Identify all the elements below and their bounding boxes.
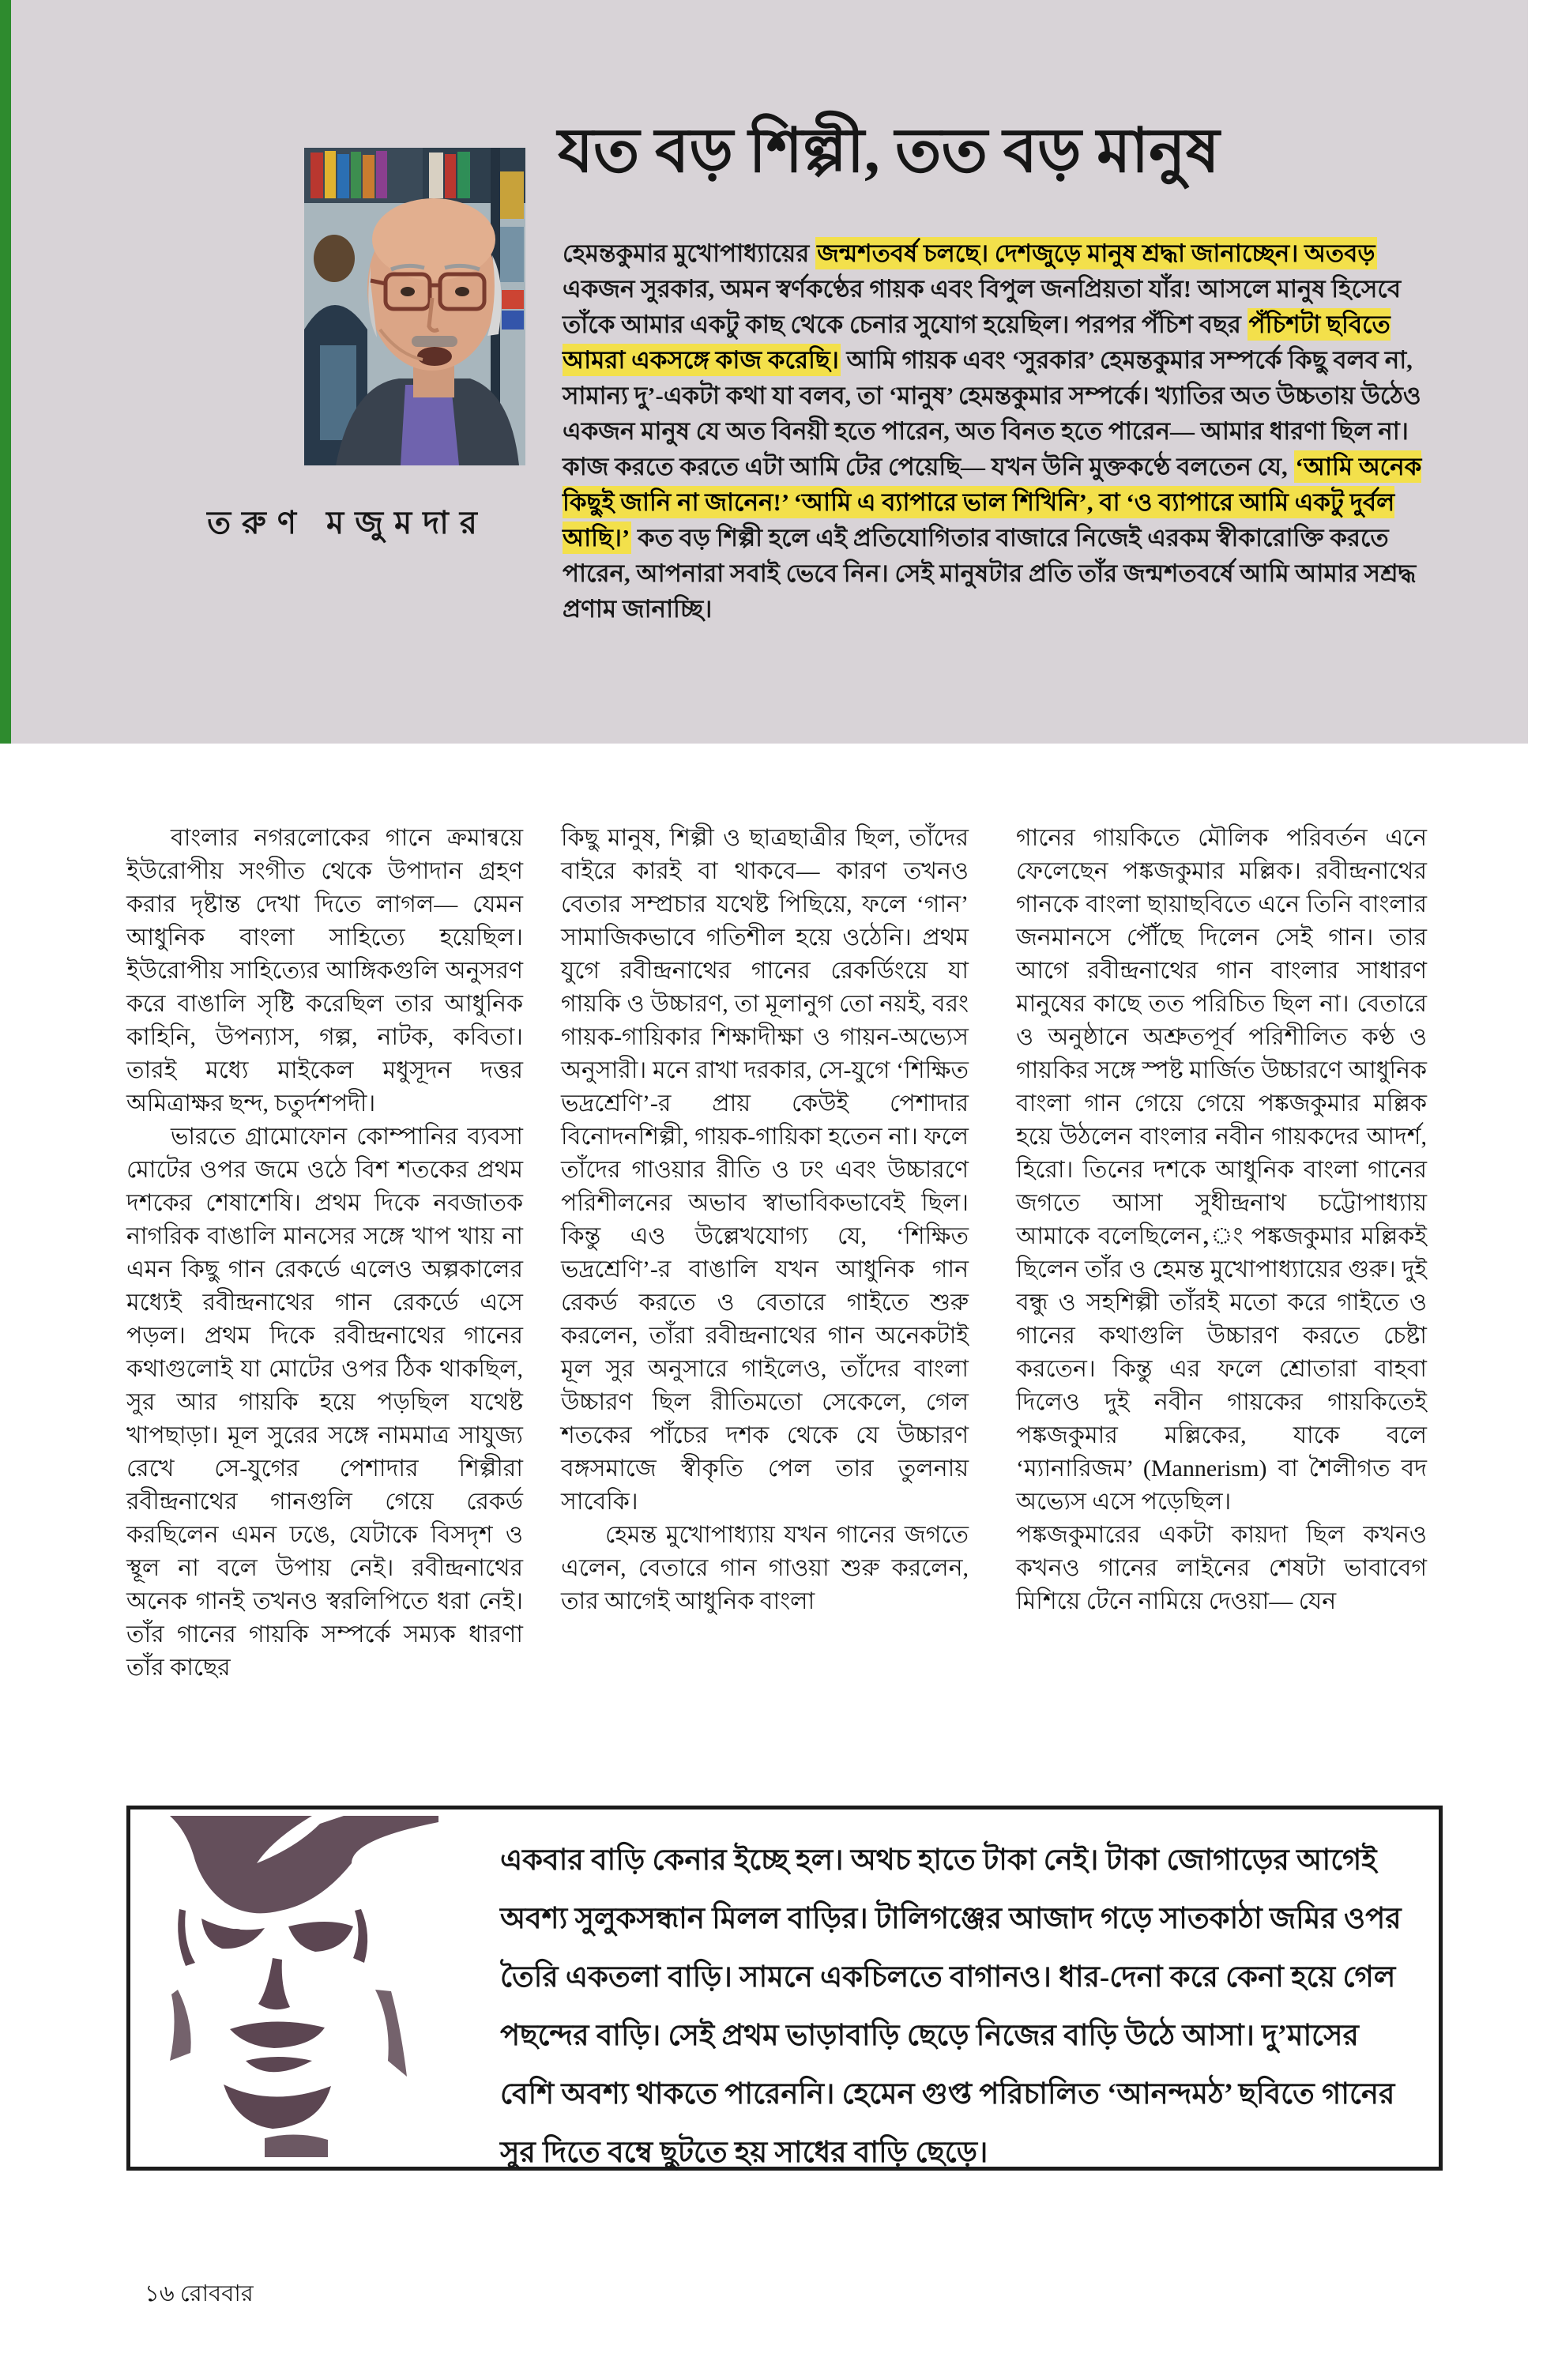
subject-eye-left — [401, 287, 415, 296]
intro-text: একজন সুরকার, অমন স্বর্ণকণ্ঠের গায়ক এবং বিপুল জনপ্রিয়তা যাঁর! আসলে মানুষ হিসেবে তাঁকে আমার একটু কাছ থেকে চেনার সুযোগ হয়েছিল। পরপর পঁচিশ বছর — [563, 275, 1402, 338]
subject-eye-right — [455, 287, 469, 296]
body-paragraph: গানের গায়কিতে মৌলিক পরিবর্তন এনে ফেলেছেন পঙ্কজকুমার মল্লিক। রবীন্দ্রনাথের গানকে বাংলা ছায়াছবিতে এনে তিনি বাংলার জনমানসে পৌঁছে দিলেন সেই গান। তার আগে রবীন্দ্রনাথের গান বাংলার সাধারণ মানুষের কাছে তত পরিচিত ছিল না। বেতারে ও অনুষ্ঠানে অশ্রুতপূর্ব পরিশীলিত কণ্ঠ ও গায়কির সঙ্গে স্পষ্ট মার্জিত উচ্চারণে আধুনিক বাংলা গান গেয়ে গেয়ে পঙ্কজকুমার মল্লিক হয়ে উঠলেন বাংলার নবীন গায়কদের আদর্শ, হিরো। তিনের দশকে আধুনিক বাংলা গানের জগতে আসা সুধীন্দ্রনাথ চট্টোপাধ্যায় আমাকে বলেছিলেন,ং পঙ্কজকুমার মল্লিকই ছিলেন তাঁর ও হেমন্ত মুখোপাধ্যায়ের গুরু। দুই বন্ধু ও সহশিল্পী তাঁরই মতো করে গাইতে ও গানের কথাগুলি উচ্চারণ করতে চেষ্টা করতেন। কিন্তু এর ফলে শ্রোতারা বাহবা দিলেও দুই নবীন গায়কের গায়কিতেই পঙ্কজকুমার মল্লিকের, যাকে বলে ‘ম্যানারিজম’ (Mannerism) বা শৈলীগত বদ অভ্যেস এসে পড়েছিল। — [1016, 825, 1427, 1515]
shelf-item — [502, 290, 524, 309]
body-paragraph: হেমন্ত মুখোপাধ্যায় যখন গানের জগতে এলেন, বেতারে গান গাওয়া শুরু করলেন, তার আগেই আধুনিক বাংলা — [561, 1522, 969, 1614]
book-spine — [376, 151, 387, 198]
book-spine — [351, 152, 361, 198]
body-paragraph: পঙ্কজকুমারের একটা কায়দা ছিল কখনও কখনও গানের লাইনের শেষটা ভাবাবেগ মিশিয়ে টেনে নামিয়ে দেওয়া— যেন — [1016, 1522, 1427, 1614]
intro-text: হেমন্তকুমার মুখোপাধ্যায়ের — [563, 239, 816, 267]
body-paragraph: কিছু মানুষ, শিল্পী ও ছাত্রছাত্রীর ছিল, তাঁদের বাইরে কারই বা থাকবে— কারণ তখনও বেতার সম্প্রচার যথেষ্ট পিছিয়ে, ফলে ‘গান’ সামাজিকভাবে গতিশীল হয়ে ওঠেনি। প্রথম যুগে রবীন্দ্রনাথের গানের রেকর্ডিংয়ে যা গায়কি ও উচ্চারণ, তা মূলানুগ তো নয়ই, বরং গায়ক-গায়িকার শিক্ষাদীক্ষা ও গায়ন-অভ্যেস অনুসারী। মনে রাখা দরকার, সে-যুগে ‘শিক্ষিত ভদ্রশ্রেণি’-র প্রায় কেউই পেশাদার বিনোদনশিল্পী, গায়ক-গায়িকা হতেন না। ফলে তাঁদের গাওয়ার রীতি ও ঢং এবং উচ্চারণে পরিশীলনের অভাব স্বাভাবিকভাবেই ছিল। কিন্তু এও উল্লেখযোগ্য যে, ‘শিক্ষিত ভদ্রশ্রেণি’-র বাঙালি যখন আধুনিক গান রেকর্ড করতে ও বেতারে গাইতে শুরু করলেন, তাঁরা রবীন্দ্রনাথের গান অনেকটাই মূল সুর অনুসারে গাইলেও, তাঁদের বাংলা উচ্চারণ ছিল রীতিমতো সেকেলে, গেল শতকের পাঁচের দশক থেকে যে উচ্চারণ বঙ্গসমাজে স্বীকৃতি পেল তার তুলনায় সাবেকি। — [561, 825, 969, 1515]
book-spine — [325, 151, 336, 198]
author-photo — [304, 148, 525, 465]
pull-quote-text: একবার বাড়ি কেনার ইচ্ছে হল। অথচ হাতে টাকা নেই। টাকা জোগাড়ের আগেই অবশ্য সুলুকসন্ধান মিলল বাড়ির। টালিগঞ্জের আজাদ গড়ে সাতকাঠা জমির ওপর তৈরি একতলা বাড়ি। সামনে একচিলতে বাগানও। ধার-দেনা করে কেনা হয়ে গেল পছন্দের বাড়ি। সেই প্রথম ভাড়াবাড়ি ছেড়ে নিজের বাড়ি উঠে আসা। দু’মাসের বেশি অবশ্য থাকতে পারেননি। হেমেন গুপ্ত পরিচালিত ‘আনন্দমঠ’ ছবিতে গানের সুর দিতে বম্বে ছুটতে হয় সাধের বাড়ি ছেড়ে। — [500, 1844, 1402, 2169]
body-column-2 — [561, 822, 969, 1618]
article-title: যত বড় শিল্পী, তত বড় মানুষ — [558, 116, 1220, 185]
subject-mouth — [417, 347, 452, 366]
byline: তরুণ মজুমদার — [207, 505, 488, 540]
book-spine — [457, 152, 470, 198]
sketch-strokes — [170, 1816, 438, 2157]
intro-paragraph — [563, 235, 1430, 627]
body-column-3 — [1016, 822, 1427, 1618]
page-number-label: ১৬ রোববার — [145, 2281, 254, 2307]
background-person-head — [314, 235, 355, 282]
book-spine — [310, 153, 323, 198]
book-spine — [337, 154, 349, 198]
highlighted-phrase: পঁচিশটা ছবিতে আমরা একসঙ্গে কাজ করেছি। — [563, 308, 1391, 376]
subject-mustache — [412, 336, 457, 347]
shelf-box — [500, 227, 524, 282]
pull-quote-box — [126, 1806, 1443, 2171]
highlighted-phrase: ‘আমি অনেক কিছুই জানি না জানেন!’ ‘আমি এ ব্যাপারে ভাল শিখিনি’, বা ‘ও ব্যাপারে আমি একটু দুর্বল আছি।’ — [563, 450, 1421, 554]
author-sketch — [154, 1816, 438, 2157]
book-spine — [363, 155, 374, 198]
highlighted-phrase: জন্মশতবর্ষ চলছে। দেশজুড়ে মানুষ শ্রদ্ধা জানাচ্ছেন। অতবড় — [815, 237, 1377, 269]
book-spine — [445, 154, 456, 198]
shelf-box — [500, 171, 524, 219]
body-paragraph: ভারতে গ্রামোফোন কোম্পানির ব্যবসা মোটের ওপর জমে ওঠে বিশ শতকের প্রথম দশকের শেষাশেষি। প্রথম দিকে নবজাতক নাগরিক বাঙালি মানসের সঙ্গে খাপ খায় না এমন কিছু গান রেকর্ডে এলেও অল্পকালের মধ্যেই রবীন্দ্রনাথের গান রেকর্ডে এসে পড়ল। প্রথম দিকে রবীন্দ্রনাথের গানের কথাগুলোই যা মোটের ওপর ঠিক থাকছিল, সুর আর গায়কি হয়ে পড়ছিল যথেষ্ট খাপছাড়া। মূল সুরের সঙ্গে নামমাত্র সাযুজ্য রেখে সে-যুগের পেশাদার শিল্পীরা রবীন্দ্রনাথের গানগুলি গেয়ে রেকর্ড করছিলেন এমন ঢঙে, যেটাকে বিসদৃশ ও স্থূল না বলে উপায় নেই। রবীন্দ্রনাথের অনেক গানই তখনও স্বরলিপিতে ধরা নেই। তাঁর গানের গায়কি সম্পর্কে সম্যক ধারণা তাঁর কাছের — [126, 1124, 523, 1681]
intro-text: আমি গায়ক এবং ‘সুরকার’ হেমন্তকুমার সম্পর্কে কিছু বলব না, সামান্য দু’-একটা কথা যা বলব, তা ‘মানুষ’ হেমন্তকুমার সম্পর্কে। খ্যাতির অত উচ্চতায় উঠেও একজন মানুষ যে অত বিনয়ী হতে পারেন, অত বিনত হতে পারেন— আমার ধারণা ছিল না। কাজ করতে করতে এটা আমি টের পেয়েছি— যখন উনি মুক্তকণ্ঠে বলতেন যে, — [563, 346, 1421, 480]
book-spine — [429, 153, 443, 198]
page-edge-color-bar — [0, 0, 11, 744]
body-column-1 — [126, 822, 523, 1685]
body-paragraph: বাংলার নগরলোকের গানে ক্রমান্বয়ে ইউরোপীয় সংগীত থেকে উপাদান গ্রহণ করার দৃষ্টান্ত দেখা দিতে লাগল— যেমন আধুনিক বাংলা সাহিত্যে হয়েছিল। ইউরোপীয় সাহিত্যের আঙ্গিকগুলি অনুসরণ করে বাঙালি সৃষ্টি করেছিল তার আধুনিক কাহিনি, উপন্যাস, গল্প, নাটক, কবিতা। তারই মধ্যে মাইকেল মধুসূদন দত্তর অমিত্রাক্ষর ছন্দ, চতুর্দশপদী। — [126, 825, 523, 1117]
shelf-item — [502, 311, 524, 330]
intro-text: কত বড় শিল্পী হলে এই প্রতিযোগিতার বাজারে নিজেই এরকম স্বীকারোক্তি করতে পারেন, আপনারা সবাই ভেবে নিন। সেই মানুষটার প্রতি তাঁর জন্মশতবর্ষে আমি আমার সশ্রদ্ধ প্রণাম জানাচ্ছি। — [563, 524, 1417, 623]
